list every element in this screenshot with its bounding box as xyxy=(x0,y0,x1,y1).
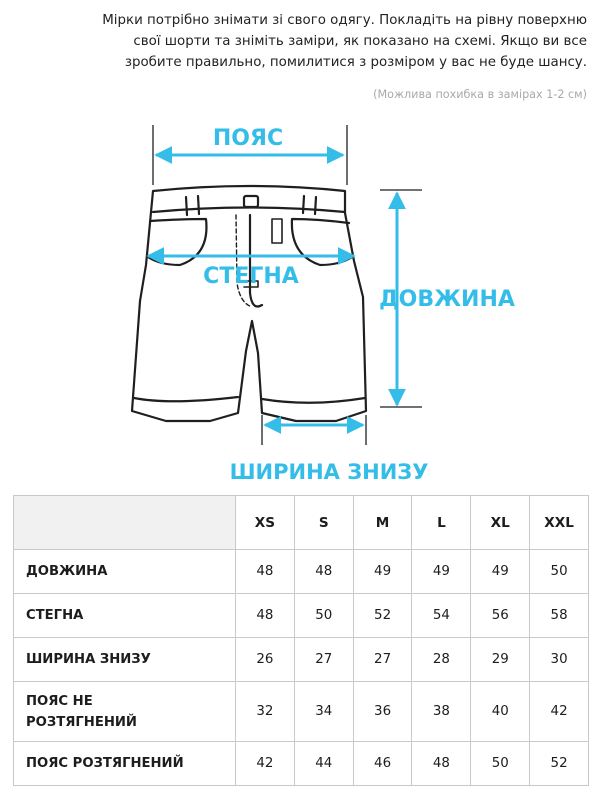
row-label-line: РОЗТЯГНЕНИЙ xyxy=(26,714,137,730)
row-label: СТЕГНА xyxy=(14,594,236,638)
shorts-measurement-diagram xyxy=(0,115,601,495)
fly xyxy=(250,215,262,307)
table-cell: 56 xyxy=(471,594,530,638)
table-cell: 54 xyxy=(412,594,471,638)
table-cell: 52 xyxy=(353,594,412,638)
coin-pocket xyxy=(272,219,282,243)
table-cell: 26 xyxy=(236,638,295,682)
table-cell: 52 xyxy=(530,742,589,786)
row-label-line: ПОЯС НЕ xyxy=(26,693,93,709)
table-cell: 40 xyxy=(471,682,530,742)
table-cell: 49 xyxy=(471,550,530,594)
size-header: L xyxy=(412,496,471,550)
hem-left xyxy=(134,397,238,401)
table-cell: 36 xyxy=(353,682,412,742)
table-row xyxy=(14,550,589,594)
length-label: ДОВЖИНА xyxy=(379,287,515,312)
size-header: M xyxy=(353,496,412,550)
table-row xyxy=(14,638,589,682)
shorts-illustration xyxy=(132,186,366,421)
table-cell: 34 xyxy=(294,682,353,742)
table-cell: 27 xyxy=(294,638,353,682)
waist-label: ПОЯС xyxy=(212,126,284,151)
size-header: XXL xyxy=(530,496,589,550)
table-cell: 46 xyxy=(353,742,412,786)
hem-right xyxy=(262,398,365,403)
table-row xyxy=(14,594,589,638)
row-label xyxy=(14,682,236,742)
table-cell: 49 xyxy=(412,550,471,594)
table-cell: 28 xyxy=(412,638,471,682)
table-cell: 58 xyxy=(530,594,589,638)
intro-line: Мірки потрібно знімати зі свого одягу. Покладіть на рівну поверхню xyxy=(102,13,587,28)
leg-opening-label: ШИРИНА ЗНИЗУ xyxy=(229,460,429,484)
row-label: ШИРИНА ЗНИЗУ xyxy=(14,638,236,682)
hips-label: СТЕГНА xyxy=(203,264,299,289)
table-cell: 48 xyxy=(412,742,471,786)
table-cell: 29 xyxy=(471,638,530,682)
table-cell: 50 xyxy=(471,742,530,786)
row-label: ДОВЖИНА xyxy=(14,550,236,594)
table-corner-cell xyxy=(14,496,236,550)
belt-loop xyxy=(186,196,199,215)
table-cell: 38 xyxy=(412,682,471,742)
table-cell: 27 xyxy=(353,638,412,682)
belt-loop xyxy=(303,196,316,214)
measurement-note: (Можлива похибка в замірах 1-2 см) xyxy=(373,88,587,101)
table-cell: 42 xyxy=(530,682,589,742)
size-chart-table xyxy=(13,495,589,786)
table-cell: 49 xyxy=(353,550,412,594)
table-cell: 30 xyxy=(530,638,589,682)
measurement-lines xyxy=(148,155,397,425)
size-header: XS xyxy=(236,496,295,550)
table-cell: 32 xyxy=(236,682,295,742)
button xyxy=(244,196,258,207)
size-header: S xyxy=(294,496,353,550)
row-label: ПОЯС РОЗТЯГНЕНИЙ xyxy=(14,742,236,786)
table-cell: 50 xyxy=(294,594,353,638)
table-row xyxy=(14,742,589,786)
front-pocket-left xyxy=(148,219,206,265)
table-cell: 48 xyxy=(294,550,353,594)
table-cell: 44 xyxy=(294,742,353,786)
size-header: XL xyxy=(471,496,530,550)
table-cell: 48 xyxy=(236,550,295,594)
table-header-row xyxy=(14,496,589,550)
front-pocket-right xyxy=(292,219,352,265)
table-row xyxy=(14,682,589,742)
table-cell: 42 xyxy=(236,742,295,786)
intro-text xyxy=(12,10,587,73)
table-cell: 50 xyxy=(530,550,589,594)
intro-line: свої шорти та зніміть заміри, як показано на схемі. Якщо ви все xyxy=(133,34,587,49)
intro-line: зробите правильно, помилитися з розміром у вас не буде шансу. xyxy=(124,55,587,70)
table-cell: 48 xyxy=(236,594,295,638)
